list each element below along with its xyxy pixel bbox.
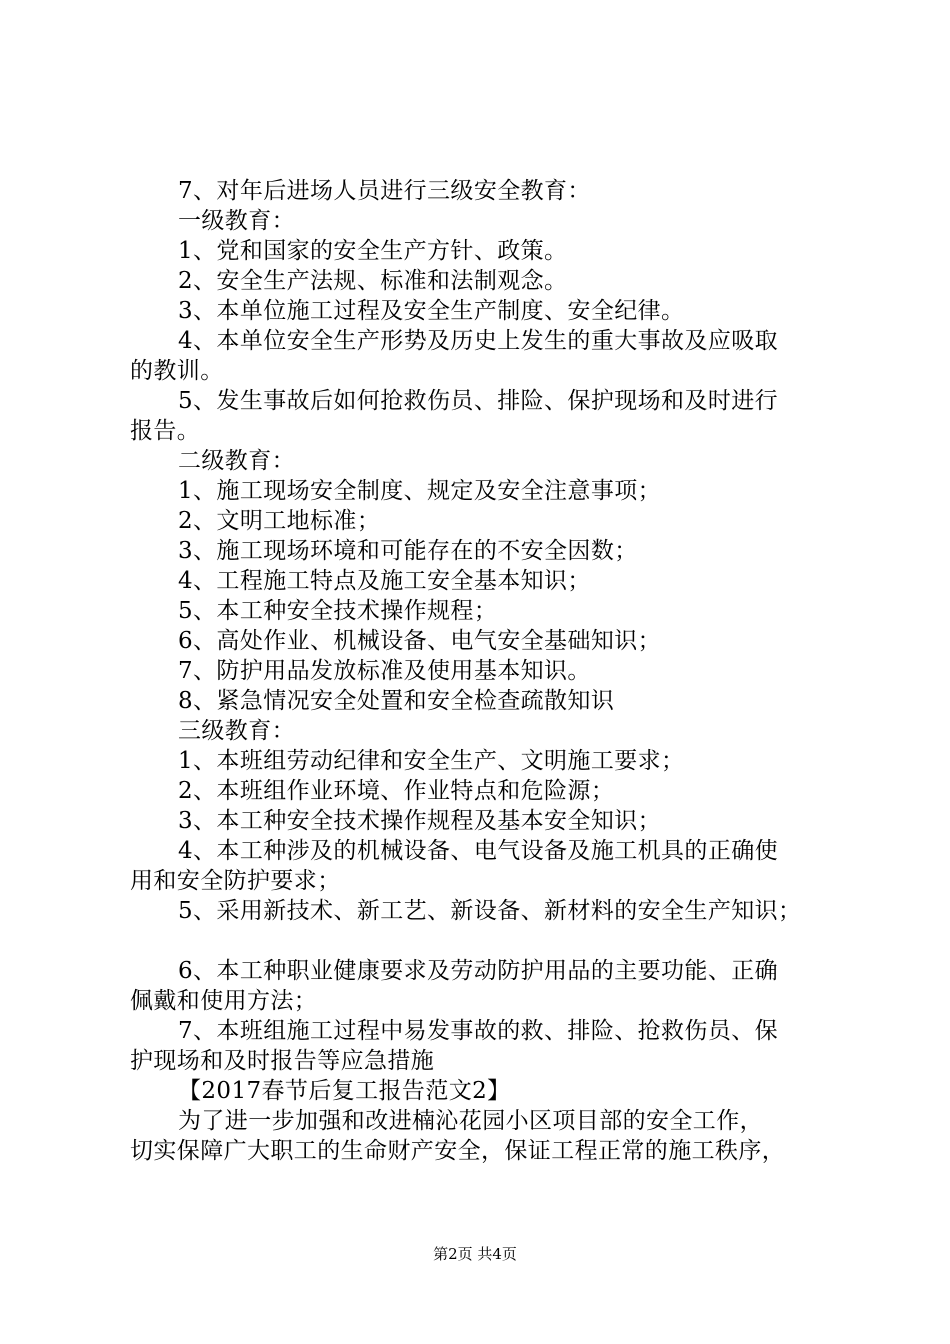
- paragraph-line: 1、本班组劳动纪律和安全生产、文明施工要求；: [178, 748, 685, 774]
- paragraph-line: 1、施工现场安全制度、规定及安全注意事项；: [178, 478, 662, 504]
- paragraph-line: 5、采用新技术、新工艺、新设备、新材料的安全生产知识；: [178, 898, 802, 924]
- section-heading: 二级教育：: [178, 448, 295, 474]
- paragraph-line: 7、防护用品发放标准及使用基本知识。: [178, 658, 591, 684]
- paragraph-line: 2、安全生产法规、标准和法制观念。: [178, 268, 568, 294]
- paragraph-line: 2、文明工地标准；: [178, 508, 381, 534]
- paragraph-line: 4、本工种涉及的机械设备、电气设备及施工机具的正确使: [178, 838, 779, 864]
- blank-line: [130, 926, 850, 956]
- page-number-footer: 第2页 共4页: [433, 1245, 517, 1263]
- paragraph-line: 护现场和及时报告等应急措施: [130, 1048, 435, 1074]
- paragraph-line: 7、本班组施工过程中易发事故的救、排险、抢救伤员、保: [178, 1018, 779, 1044]
- paragraph-line: 6、高处作业、机械设备、电气安全基础知识；: [178, 628, 662, 654]
- paragraph-line: 3、施工现场环境和可能存在的不安全因数；: [178, 538, 638, 564]
- paragraph-line: 6、本工种职业健康要求及劳动防护用品的主要功能、正确: [178, 958, 779, 984]
- paragraph-line: 8、紧急情况安全处置和安全检查疏散知识: [178, 688, 615, 714]
- paragraph-line: 切实保障广大职工的生命财产安全，保证工程正常的施工秩序，: [130, 1138, 786, 1164]
- paragraph-line: 5、本工种安全技术操作规程；: [178, 598, 498, 624]
- section-title: 【2017春节后复工报告范文2】: [178, 1078, 511, 1104]
- paragraph-line: 2、本班组作业环境、作业特点和危险源；: [178, 778, 615, 804]
- paragraph-line: 4、本单位安全生产形势及历史上发生的重大事故及应吸取: [178, 328, 779, 354]
- paragraph-line: 7、对年后进场人员进行三级安全教育：: [178, 178, 591, 204]
- paragraph-line: 1、党和国家的安全生产方针、政策。: [178, 238, 568, 264]
- section-heading: 三级教育：: [178, 718, 295, 744]
- document-body: [130, 176, 850, 1166]
- paragraph-line: 用和安全防护要求；: [130, 868, 341, 894]
- paragraph-line: 5、发生事故后如何抢救伤员、排险、保护现场和及时进行: [178, 388, 779, 414]
- paragraph-line: 4、工程施工特点及施工安全基本知识；: [178, 568, 591, 594]
- paragraph-line: 3、本单位施工过程及安全生产制度、安全纪律。: [178, 298, 685, 324]
- paragraph-line: 的教训。: [130, 358, 224, 384]
- paragraph-line: 报告。: [130, 418, 201, 444]
- paragraph-line: 为了进一步加强和改进楠沁花园小区项目部的安全工作，: [178, 1108, 763, 1134]
- paragraph-line: 3、本工种安全技术操作规程及基本安全知识；: [178, 808, 662, 834]
- section-heading: 一级教育：: [178, 208, 295, 234]
- paragraph-line: 佩戴和使用方法；: [130, 988, 318, 1014]
